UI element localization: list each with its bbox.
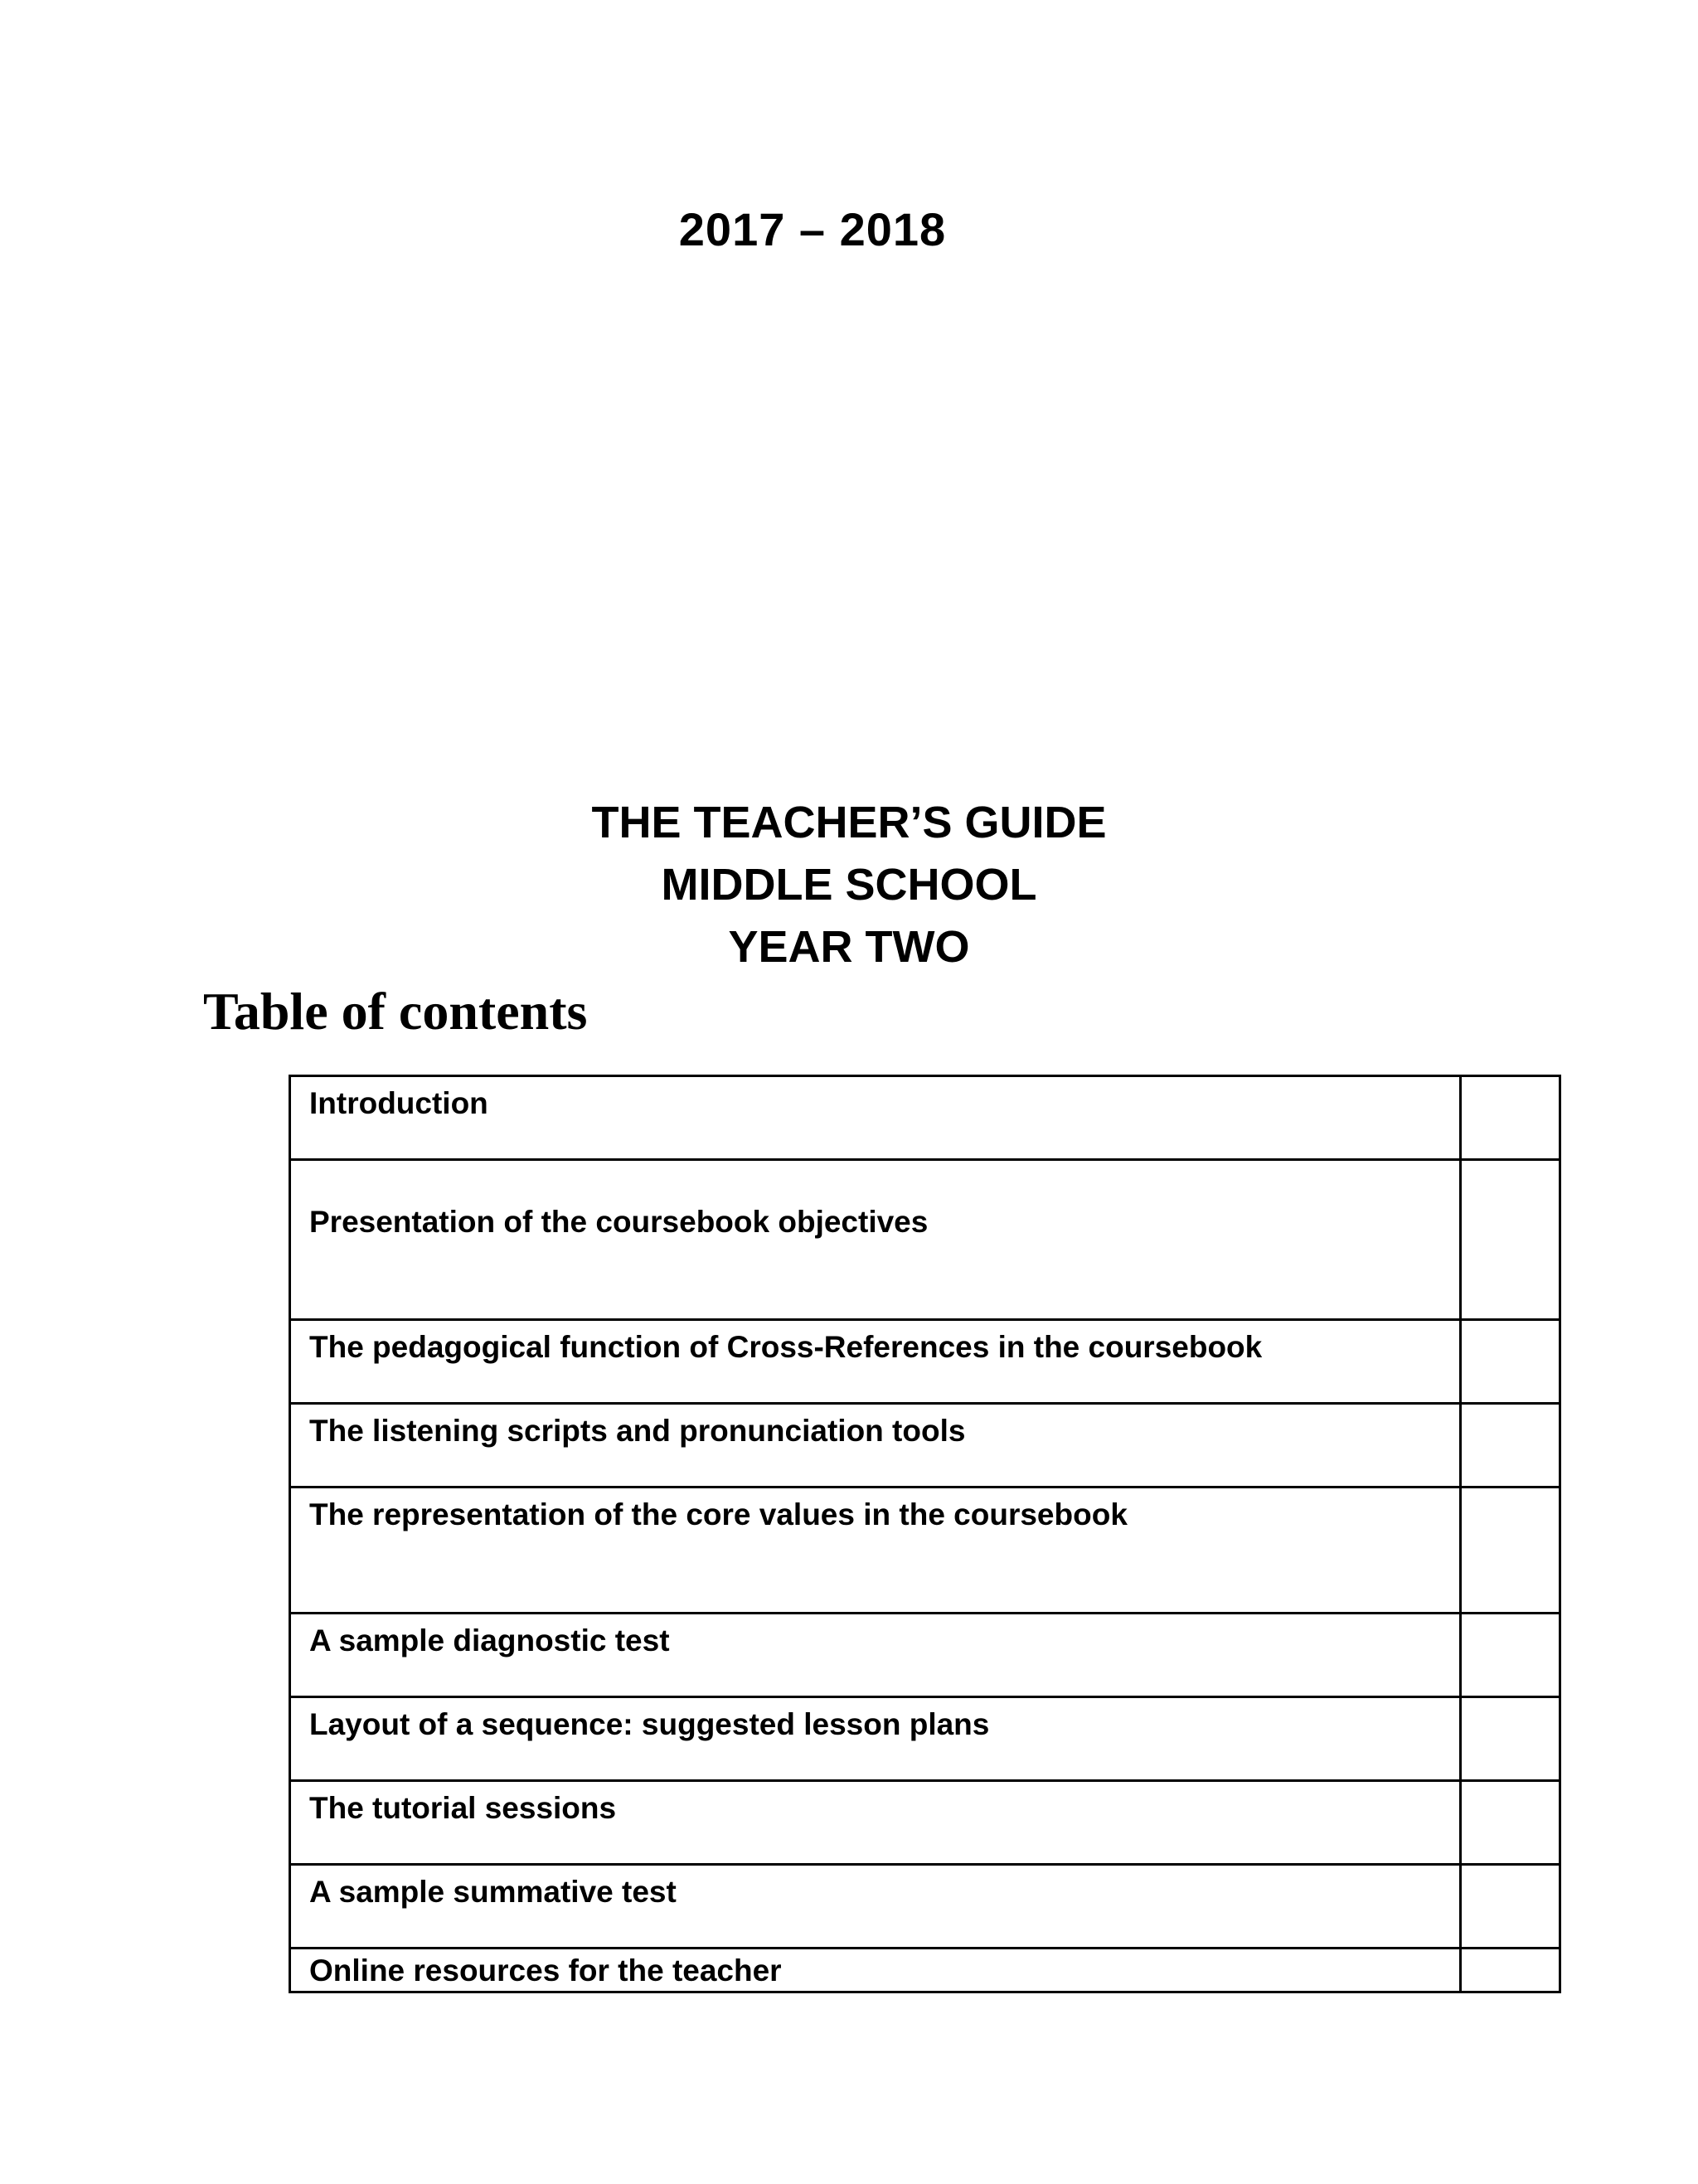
toc-entry-page [1461,1404,1560,1488]
toc-row [290,1488,1560,1614]
year-range: 2017 – 2018 [678,203,947,255]
toc-entry-label: The tutorial sessions [290,1781,1461,1865]
toc-row [290,1697,1560,1781]
toc-table [289,1075,1561,1993]
toc-entry-page [1461,1160,1560,1320]
toc-entry-label: Introduction [290,1076,1461,1160]
toc-entry-page [1461,1320,1560,1404]
toc-entry-label: A sample summative test [290,1865,1461,1949]
title-line-school: MIDDLE SCHOOL [661,860,1037,910]
toc-entry-page [1461,1781,1560,1865]
toc-row [290,1320,1560,1404]
toc-row [290,1865,1560,1949]
title-line-year: YEAR TWO [728,922,970,972]
toc-row [290,1160,1560,1320]
toc-entry-page [1461,1865,1560,1949]
toc-entry-label: Presentation of the coursebook objectives [290,1160,1461,1320]
toc-heading: Table of contents [203,982,588,1041]
toc-row [290,1949,1560,1992]
toc-entry-label: The pedagogical function of Cross-References in the coursebook [290,1320,1461,1404]
toc-row [290,1076,1560,1160]
toc-entry-page [1461,1076,1560,1160]
toc-entry-page [1461,1697,1560,1781]
toc-entry-page [1461,1488,1560,1614]
guide-title [0,792,1698,978]
toc-entry-label: Online resources for the teacher [290,1949,1461,1992]
toc-entry-page [1461,1614,1560,1697]
toc-entry-label: The representation of the core values in the coursebook [290,1488,1461,1614]
toc-row [290,1781,1560,1865]
toc-entry-label: A sample diagnostic test [290,1614,1461,1697]
toc-entry-label: Layout of a sequence: suggested lesson plans [290,1697,1461,1781]
toc-row [290,1404,1560,1488]
toc-entry-label: The listening scripts and pronunciation tools [290,1404,1461,1488]
toc-entry-page [1461,1949,1560,1992]
toc-row [290,1614,1560,1697]
title-line-guide: THE TEACHER’S GUIDE [591,798,1107,847]
